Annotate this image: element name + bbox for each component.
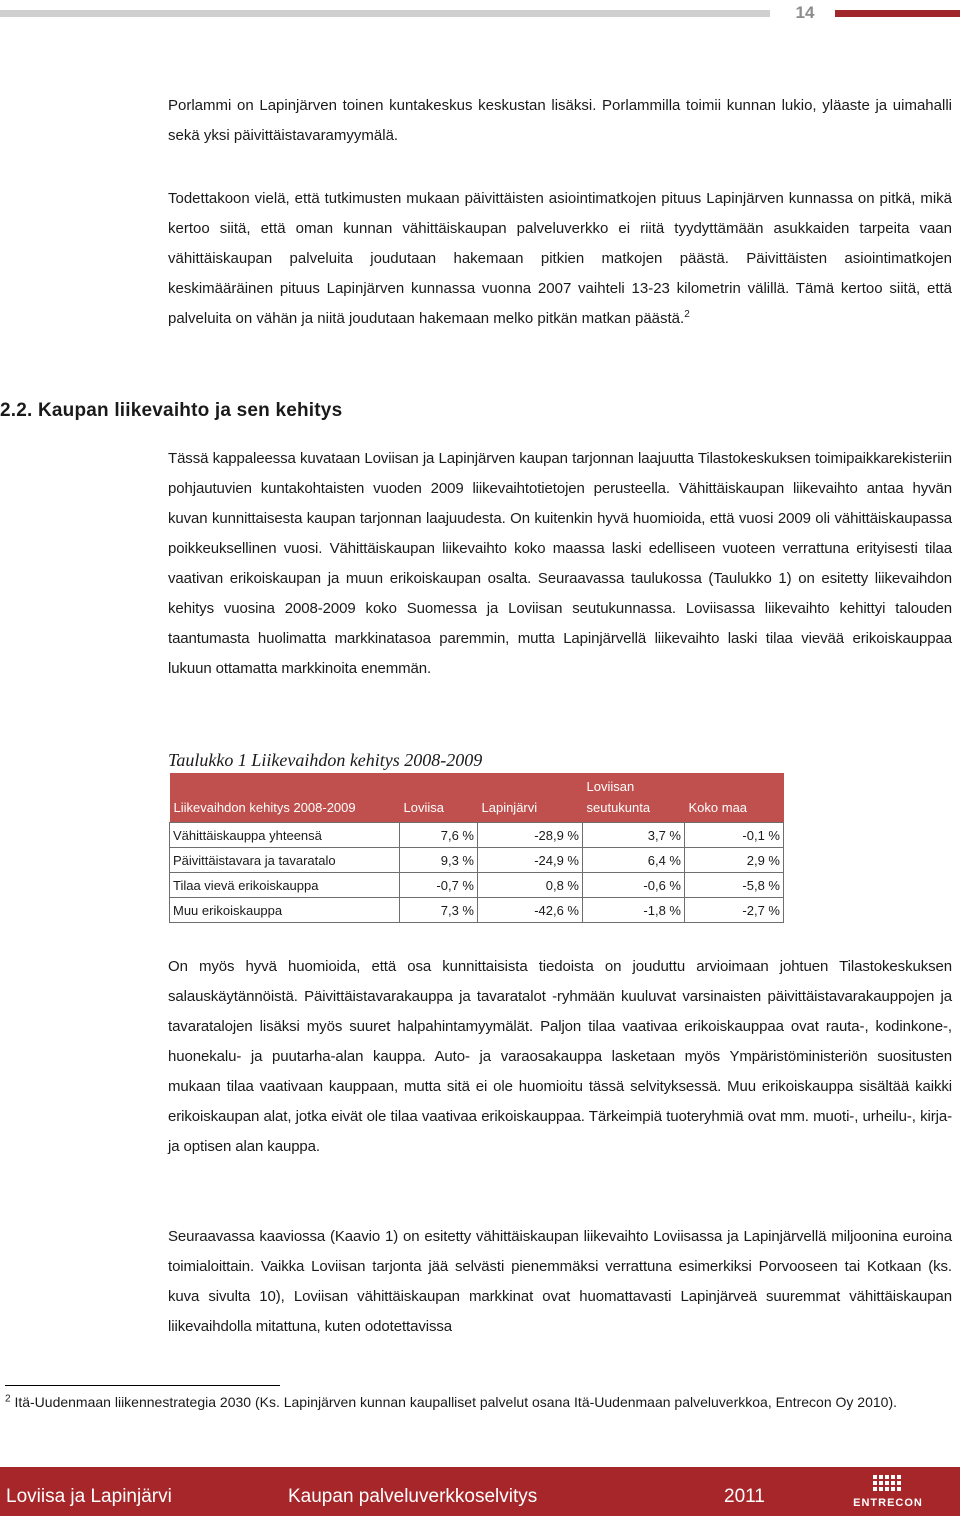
- table-cell: -24,9 %: [478, 848, 583, 873]
- table-cell: 6,4 %: [583, 848, 685, 873]
- table-row: [170, 823, 784, 848]
- table-cell: 9,3 %: [400, 848, 478, 873]
- table-header-cell: Koko maa: [685, 773, 784, 823]
- footer-client: Loviisa ja Lapinjärvi: [6, 1486, 172, 1507]
- logo-mark-icon: [873, 1475, 903, 1495]
- paragraph-asiointimatkat-text: Todettakoon vielä, että tutkimusten mukaan päivittäisten asiointimatkojen pituus Lapinjärven kunnassa on pitkä, mikä kertoo siitä, että oman kunnan vähittäiskaupan palveluverkko ei riitä tyydyttämään asukkaiden tarpeita vaan vähittäiskaupan palveluita joudutaan hakemaan pitkien matkojen päästä. Päivittäisten asiointimatkojen keskimääräinen pituus Lapinjärven kunnassa vuonna 2007 vaihteli 13-23 kilometrin välillä. Tämä kertoo siitä, että palveluita on vähän ja niitä joudutaan hakemaan melko pitkän matkan päästä.: [168, 190, 952, 327]
- table-cell: -5,8 %: [685, 873, 784, 898]
- table-cell: -2,7 %: [685, 898, 784, 923]
- entrecon-logo: [842, 1475, 934, 1511]
- paragraph-porlammi: Porlammi on Lapinjärven toinen kuntakeskus keskustan lisäksi. Porlammilla toimii kunnan lukio, yläaste ja uimahalli sekä yksi päivittäistavaramyymälä.: [168, 97, 952, 144]
- page-number: 14: [795, 3, 815, 22]
- table-cell: 7,3 %: [400, 898, 478, 923]
- turnover-table: [169, 773, 784, 923]
- table-header-cell: Liikevaihdon kehitys 2008-2009: [170, 773, 400, 823]
- footnote-text: Itä-Uudenmaan liikennestrategia 2030 (Ks. Lapinjärven kunnan kaupalliset palvelut osana Itä-Uudenmaan palveluverkkoa, Entrecon Oy 2010).: [14, 1394, 897, 1410]
- table-cell-label: Muu erikoiskauppa: [170, 898, 400, 923]
- logo-wordmark: ENTRECON: [853, 1497, 923, 1509]
- table-cell-label: Tilaa vievä erikoiskauppa: [170, 873, 400, 898]
- table-header-cell: Lapinjärvi: [478, 773, 583, 823]
- table-cell: -0,7 %: [400, 873, 478, 898]
- table-row: [170, 873, 784, 898]
- paragraph-huomioita: On myös hyvä huomioida, että osa kunnittaisista tiedoista on jouduttu arvioimaan johtuen Tilastokeskuksen salauskäytännöistä. Päivittäistavarakauppa ja tavaratalot -ryhmään kuuluvat varsinaisten päivittäistavarakauppojen ja tavaratalojen lisäksi myös suuret halpahintamyymälät. Paljon tilaa vaativaa erikoiskauppaa ovat rauta-, kodinkone-, huonekalu- ja puutarha-alan kauppa. Auto- ja varaosakauppa lasketaan myös Ympäristöministeriön suositusten mukaan tilaa vaativaan kauppaan, mutta sitä ei ole huomioitu tässä selvityksessä. Muu erikoiskauppa sisältää kaikki erikoiskaupan alat, jotka eivät ole tilaa vaativaa erikoiskauppaa. Tärkeimpiä tuoteryhmiä ovat mm. muoti-, urheilu-, kirja- ja optisen alan kauppa.: [168, 958, 952, 1155]
- table-cell: 2,9 %: [685, 848, 784, 873]
- footer-year: 2011: [724, 1486, 765, 1507]
- table-header-row: [170, 773, 784, 823]
- table-cell-label: Päivittäistavara ja tavaratalo: [170, 848, 400, 873]
- table-cell: -1,8 %: [583, 898, 685, 923]
- table-header-cell: Loviisan seutukunta: [583, 773, 685, 823]
- table-cell-label: Vähittäiskauppa yhteensä: [170, 823, 400, 848]
- table-cell: 0,8 %: [478, 873, 583, 898]
- table-cell: 7,6 %: [400, 823, 478, 848]
- section-heading: 2.2. Kaupan liikevaihto ja sen kehitys: [0, 400, 343, 421]
- footnote-rule: [5, 1385, 280, 1386]
- paragraph-liikevaihto: Tässä kappaleessa kuvataan Loviisan ja Lapinjärven kaupan tarjonnan laajuutta Tilastokeskuksen toimipaikkarekisteriin pohjautuvien kuntakohtaisten vuoden 2009 liikevaihtotietojen perusteella. Vähittäiskaupan liikevaihto antaa hyvän kuvan kunnittaisesta kaupan tarjonnan laajuudesta. On kuitenkin hyvä huomioida, että vuosi 2009 oli vähittäiskaupassa poikkeuksellinen vuosi. Vähittäiskaupan liikevaihto koko maassa laski edelliseen vuoteen verrattuna erityisesti tilaa vaativan erikoiskaupan ja muun erikoiskaupan osalta. Seuraavassa taulukossa (Taulukko 1) on esitetty liikevaihdon kehitys vuosina 2008-2009 koko Suomessa ja Loviisan seutukunnassa. Loviisassa liikevaihto kehittyi talouden taantumasta huolimatta markkinatasoa paremmin, mutta Lapinjärvellä liikevaihto laski tilaa vievää erikoiskauppaa lukuun ottamatta markkinoita enemmän.: [168, 450, 952, 677]
- paragraph-asiointimatkat: [168, 184, 952, 334]
- footer-report-title: Kaupan palveluverkkoselvitys: [288, 1486, 538, 1507]
- table-cell: 3,7 %: [583, 823, 685, 848]
- footnote-number: 2: [5, 1393, 11, 1405]
- table-header-cell: Loviisa: [400, 773, 478, 823]
- header-rule-accent: [835, 10, 960, 17]
- table-row: [170, 898, 784, 923]
- footnote: [5, 1392, 955, 1413]
- table-cell: -42,6 %: [478, 898, 583, 923]
- table-caption: Taulukko 1 Liikevaihdon kehitys 2008-2009: [168, 750, 483, 770]
- paragraph-kaavio: Seuraavassa kaaviossa (Kaavio 1) on esitetty vähittäiskaupan liikevaihto Loviisassa ja Lapinjärvellä miljoonina euroina toimialoittain. Vaikka Loviisan tarjonta jää selvästi pienemmäksi verrattuna esimerkiksi Porvooseen tai Kotkaan (ks. kuva sivulta 10), Loviisan vähittäiskaupan markkinat ovat huomattavasti Lapinjärveä suuremmat vähittäiskaupan liikevaihdolla mitattuna, kuten odotettavissa: [168, 1228, 952, 1335]
- table-row: [170, 848, 784, 873]
- table-cell: -0,6 %: [583, 873, 685, 898]
- footer-bar: [0, 1467, 960, 1516]
- footnote-ref: 2: [684, 309, 690, 320]
- table-cell: -0,1 %: [685, 823, 784, 848]
- table-cell: -28,9 %: [478, 823, 583, 848]
- header-rule-gray: [0, 10, 770, 17]
